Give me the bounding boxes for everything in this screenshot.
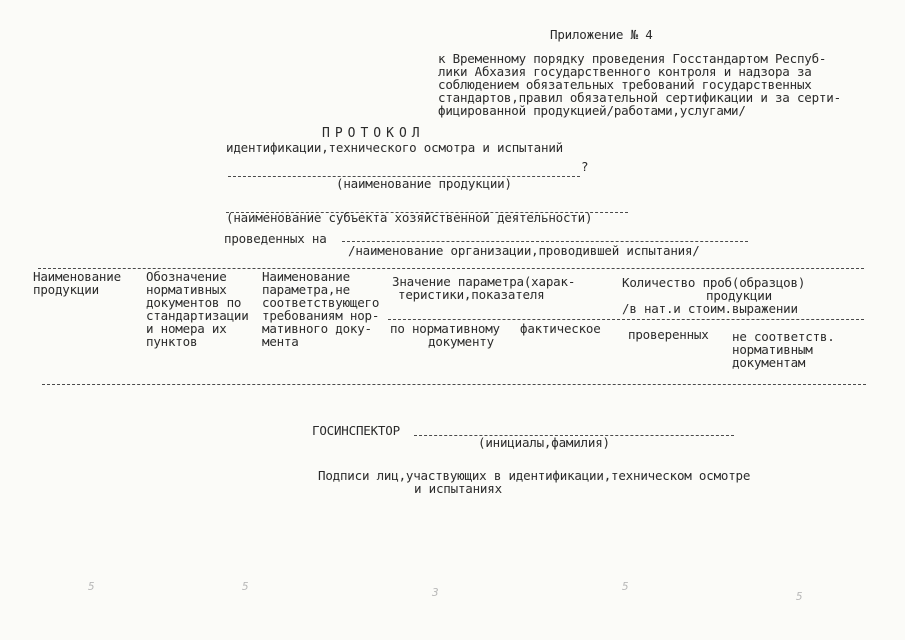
- appendix-title: Приложение № 4: [550, 27, 653, 42]
- col1-line-1: Наименование: [33, 269, 121, 284]
- col3-line-5: мативного доку-: [262, 321, 372, 336]
- org-line: [342, 241, 748, 242]
- col5-head-line-3: /в нат.и стоим.выражении: [622, 301, 798, 316]
- col3-line-1: Наименование: [262, 269, 350, 284]
- entity-caption: (наименование субъекта хозяйственной деятельности): [226, 210, 593, 225]
- col5a: проверенных: [628, 327, 709, 342]
- col2-line-1: Обозначение: [146, 269, 227, 284]
- col4b: фактическое: [520, 321, 601, 336]
- signatures-line-1: Подписи лиц,участвующих в идентификации,техническом осмотре: [318, 468, 751, 483]
- col5b-line-2: нормативным: [732, 342, 813, 357]
- col5-head-line-1: Количество проб(образцов): [622, 275, 806, 290]
- col3-line-4: требованиям нор-: [262, 308, 380, 323]
- inspector-label: ГОСИНСПЕКТОР: [312, 423, 400, 438]
- col2-line-6: пунктов: [146, 334, 198, 349]
- bleed-mark: 3: [432, 586, 439, 599]
- col2-line-4: стандартизации: [146, 308, 249, 323]
- signatures-line-2: и испытаниях: [414, 481, 502, 496]
- bleed-mark: 5: [622, 580, 629, 593]
- appendix-line-1: к Временному порядку проведения Госстандартом Респуб-: [438, 51, 827, 66]
- col2-line-5: и номера их: [146, 321, 227, 336]
- col5-head-line-2: продукции: [706, 288, 772, 303]
- protocol-subtitle: идентификации,технического осмотра и испытаний: [226, 140, 563, 155]
- conducted-label: проведенных на: [224, 231, 327, 246]
- appendix-line-2: лики Абхазия государственного контроля и надзора за: [438, 64, 812, 79]
- col2-line-3: документов по: [146, 295, 242, 310]
- bleed-mark: 5: [88, 580, 95, 593]
- col3-line-3: соответствующего: [262, 295, 380, 310]
- table-sub-rule: [388, 319, 864, 320]
- bleed-mark: 5: [796, 590, 803, 603]
- org-caption: /наименование организации,проводившей испытания/: [348, 243, 700, 258]
- table-bottom-rule: [42, 384, 866, 385]
- protocol-title: ПРОТОКОЛ: [322, 126, 425, 141]
- product-caption: (наименование продукции): [336, 176, 512, 191]
- col1-line-2: продукции: [33, 282, 99, 297]
- col5b-line-1: не соответств.: [732, 329, 835, 344]
- col4-head-line-1: Значение параметра(харак-: [392, 274, 576, 289]
- col4a-line-1: по нормативному: [390, 321, 500, 336]
- question-mark: ?: [581, 159, 589, 174]
- appendix-line-4: стандартов,правил обязательной сертификации и за серти-: [438, 90, 841, 105]
- col4a-line-2: документу: [428, 334, 494, 349]
- inspector-caption: (инициалы,фамилия): [478, 435, 610, 450]
- col2-line-2: нормативных: [146, 282, 227, 297]
- col4-head-line-2: теристики,показателя: [398, 287, 545, 302]
- appendix-line-5: фицированной продукцией/работами,услугами/: [438, 103, 746, 118]
- col5b-line-3: документам: [732, 355, 806, 370]
- appendix-line-3: соблюдением обязательных требований государственных: [438, 77, 812, 92]
- col3-line-6: мента: [262, 334, 299, 349]
- col3-line-2: параметра,не: [262, 282, 350, 297]
- bleed-mark: 5: [242, 580, 249, 593]
